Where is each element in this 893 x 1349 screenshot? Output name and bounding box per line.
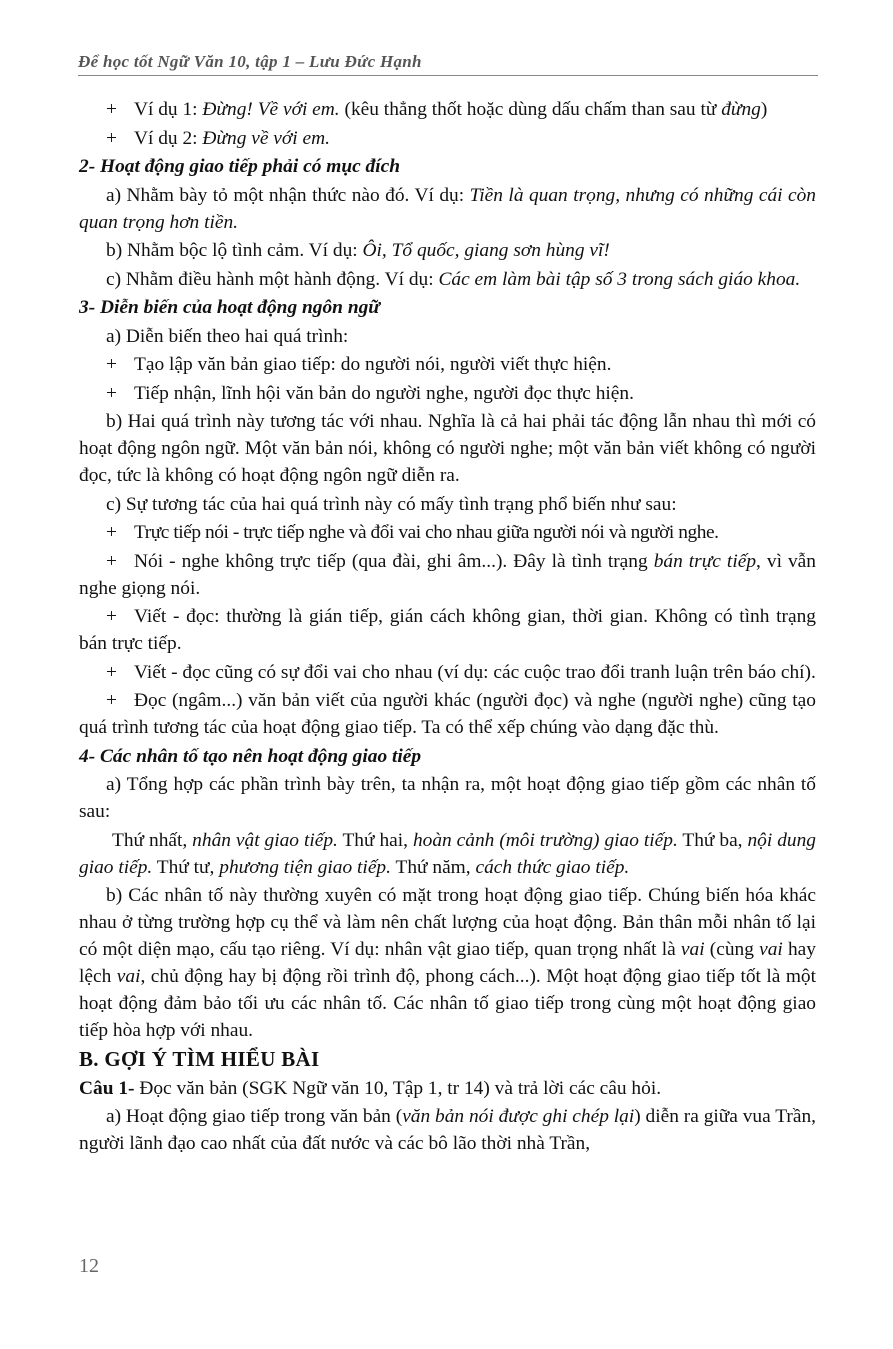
bullet-3-6: + Viết - đọc cũng có sự đổi vai cho nhau (ví dụ: các cuộc trao đổi tranh luận trên báo chí).	[106, 661, 816, 683]
para-3c: c) Sự tương tác của hai quá trình này có mấy tình trạng phổ biến như sau:	[106, 493, 677, 515]
para-3a: a) Diễn biến theo hai quá trình:	[106, 325, 349, 347]
heading-purpose: 2- Hoạt động giao tiếp phải có mục đích	[79, 156, 401, 177]
para-4b: b) Các nhân tố này thường xuyên có mặt trong hoạt động giao tiếp. Chúng biến hóa khác nhau ở từng trường hợp cụ thể và làm nên chất lượng của hoạt động. Bản thân mỗi nhân tố lại có một diện mạo, cấu tạo riêng. Ví dụ: nhân vật giao tiếp, quan trọng nhất là vai (cùng vai hay lệch vai, chủ động hay bị động rồi trình độ, phong cách...). Một hoạt động giao tiếp tốt là một hoạt động đảm bảo tối ưu các nhân tố. Các nhân tố giao tiếp trong cùng một hoạt động giao tiếp hòa hợp với nhau.	[79, 885, 816, 1041]
heading-factors: 4- Các nhân tố tạo nên hoạt động giao tiếp	[79, 745, 422, 767]
para-4a: a) Tổng hợp các phần trình bày trên, ta nhận ra, một hoạt động giao tiếp gồm các nhân tố sau:	[79, 774, 816, 822]
question-1: Câu 1- Đọc văn bản (SGK Ngữ văn 10, Tập 1, tr 14) và trả lời các câu hỏi.	[79, 1077, 662, 1099]
page-number: 12	[79, 1255, 99, 1277]
header-divider	[78, 75, 818, 76]
bullet-3-3: + Trực tiếp nói - trực tiếp nghe và đổi vai cho nhau giữa người nói và người nghe.	[106, 522, 719, 543]
para-2c: c) Nhằm điều hành một hành động. Ví dụ: Các em làm bài tập số 3 trong sách giáo khoa.	[106, 268, 801, 290]
bullet-example-1: + Ví dụ 1: Đừng! Về với em. (kêu thẳng thốt hoặc dùng dấu chấm than sau từ đừng)	[106, 99, 768, 120]
para-3b: b) Hai quá trình này tương tác với nhau. Nghĩa là cả hai phải tác động lẫn nhau thì mới có hoạt động ngôn ngữ. Một văn bản nói, không có người nghe; một văn bản viết không có người đọc, tức là không có hoạt động ngôn ngữ diễn ra.	[79, 411, 816, 486]
bullet-3-7: + Đọc (ngâm...) văn bản viết của người khác (người đọc) và nghe (người nghe) cũng tạo quá trình tương tác của hoạt động giao tiếp. Ta có thể xếp chúng vào dạng đặc thù.	[79, 690, 816, 738]
bullet-example-2: + Ví dụ 2: Đừng về với em.	[106, 127, 330, 149]
para-4-factor-list: Thứ nhất, nhân vật giao tiếp. Thứ hai, hoàn cảnh (môi trường) giao tiếp. Thứ ba, nội dung giao tiếp. Thứ tư, phương tiện giao tiếp. Thứ năm, cách thức giao tiếp.	[79, 829, 816, 878]
para-2a: a) Nhằm bày tỏ một nhận thức nào đó. Ví dụ: Tiền là quan trọng, nhưng có những cái còn quan trọng hơn tiền.	[79, 184, 816, 233]
question-1-label: Câu 1-	[79, 1077, 135, 1099]
running-header: Để học tốt Ngữ Văn 10, tập 1 – Lưu Đức Hạnh	[78, 52, 422, 71]
para-2b: b) Nhằm bộc lộ tình cảm. Ví dụ: Ôi, Tổ quốc, giang sơn hùng vĩ!	[106, 240, 610, 261]
bullet-3-2: + Tiếp nhận, lĩnh hội văn bản do người nghe, người đọc thực hiện.	[106, 382, 634, 404]
page-body	[79, 96, 816, 1159]
bullet-3-5: + Viết - đọc: thường là gián tiếp, gián cách không gian, thời gian. Không có tình trạng bán trực tiếp.	[79, 606, 816, 654]
bullet-3-4: + Nói - nghe không trực tiếp (qua đài, ghi âm...). Đây là tình trạng bán trực tiếp, vì vẫn nghe giọng nói.	[79, 550, 816, 599]
heading-section-b: B. GỢI Ý TÌM HIỂU BÀI	[79, 1047, 320, 1071]
heading-process: 3- Diễn biến của hoạt động ngôn ngữ	[79, 297, 380, 318]
bullet-3-1: + Tạo lập văn bản giao tiếp: do người nói, người viết thực hiện.	[106, 354, 612, 375]
para-q1a: a) Hoạt động giao tiếp trong văn bản (văn bản nói được ghi chép lại) diễn ra giữa vua Trần, người lãnh đạo cao nhất của đất nước và các bô lão thời nhà Trần,	[79, 1106, 817, 1154]
